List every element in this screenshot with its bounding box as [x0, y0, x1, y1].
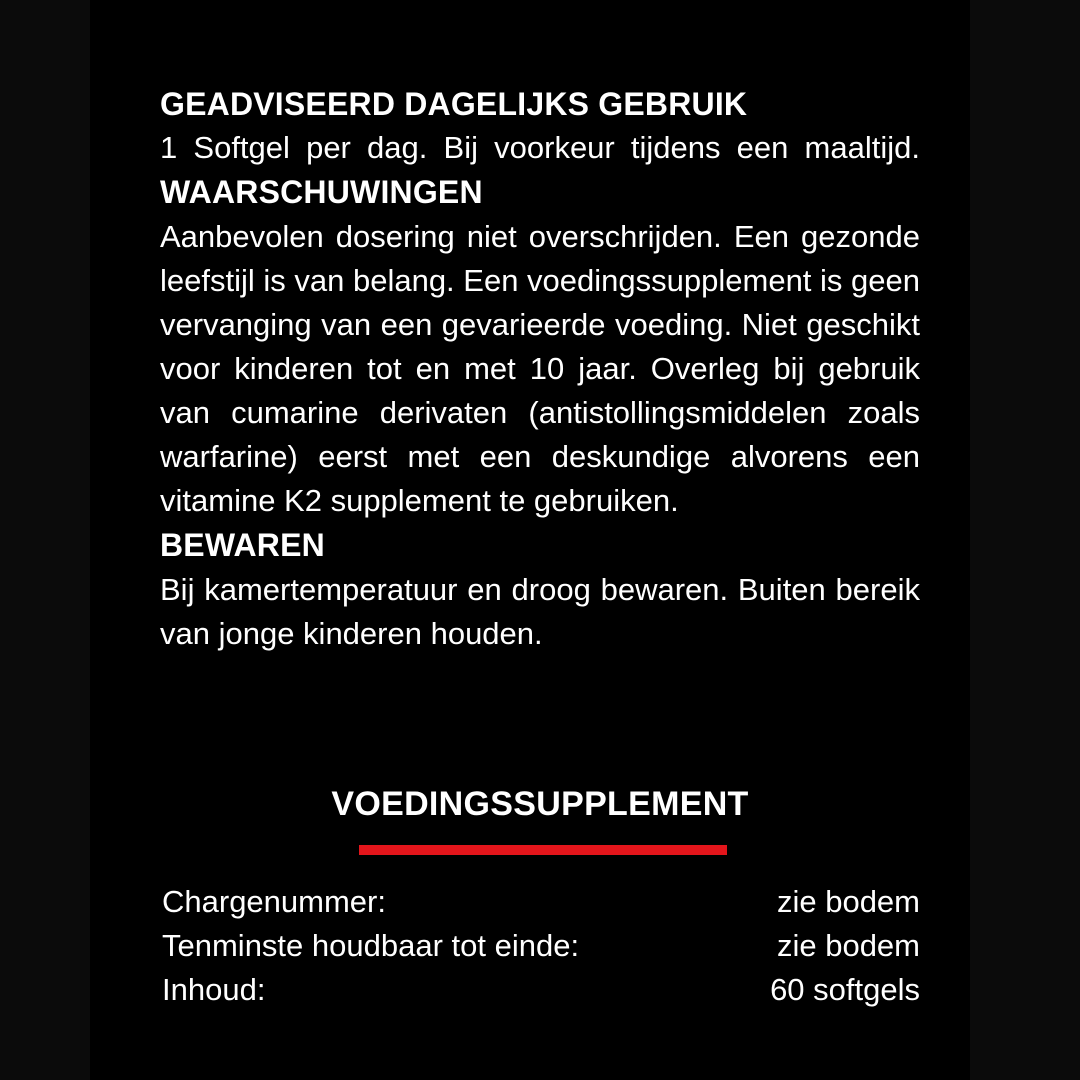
spec-value: zie bodem [776, 928, 920, 963]
spec-value: zie bodem [776, 884, 920, 919]
spec-label: Inhoud: [162, 972, 266, 1007]
spec-label: Chargenummer: [162, 884, 386, 919]
usage-text: 1 Softgel per dag. Bij voorkeur tijdens een maaltijd. [160, 130, 920, 165]
spec-table [162, 880, 920, 1012]
spec-row-batch [162, 880, 920, 924]
product-type-title: VOEDINGSSUPPLEMENT [331, 785, 749, 823]
usage-heading: GEADVISEERD DAGELIJKS GEBRUIK [160, 86, 748, 122]
spec-row-best-before [162, 924, 920, 968]
warnings-text: Aanbevolen dosering niet overschrijden. Een gezonde leefstijl is van belang. Een voedingssupplement is geen vervanging van een gevarieerde voeding. Niet geschikt voor kinderen tot en met 10 jaar. Overleg bij gebruik van cumarine derivaten (antistollingsmiddelen zoals warfarine) eerst met een deskundige alvorens een vitamine K2 supplement te gebruiken. [160, 219, 920, 518]
accent-divider [359, 845, 727, 855]
spec-label: Tenminste houdbaar tot einde: [162, 928, 580, 963]
instructions-text-block [160, 82, 920, 656]
spec-row-contents [162, 968, 920, 1012]
storage-heading: BEWAREN [160, 527, 325, 563]
storage-text: Bij kamertemperatuur en droog bewaren. Buiten bereik van jonge kinderen houden. [160, 572, 920, 651]
spec-value: 60 softgels [770, 972, 920, 1007]
warnings-heading: WAARSCHUWINGEN [160, 174, 483, 210]
